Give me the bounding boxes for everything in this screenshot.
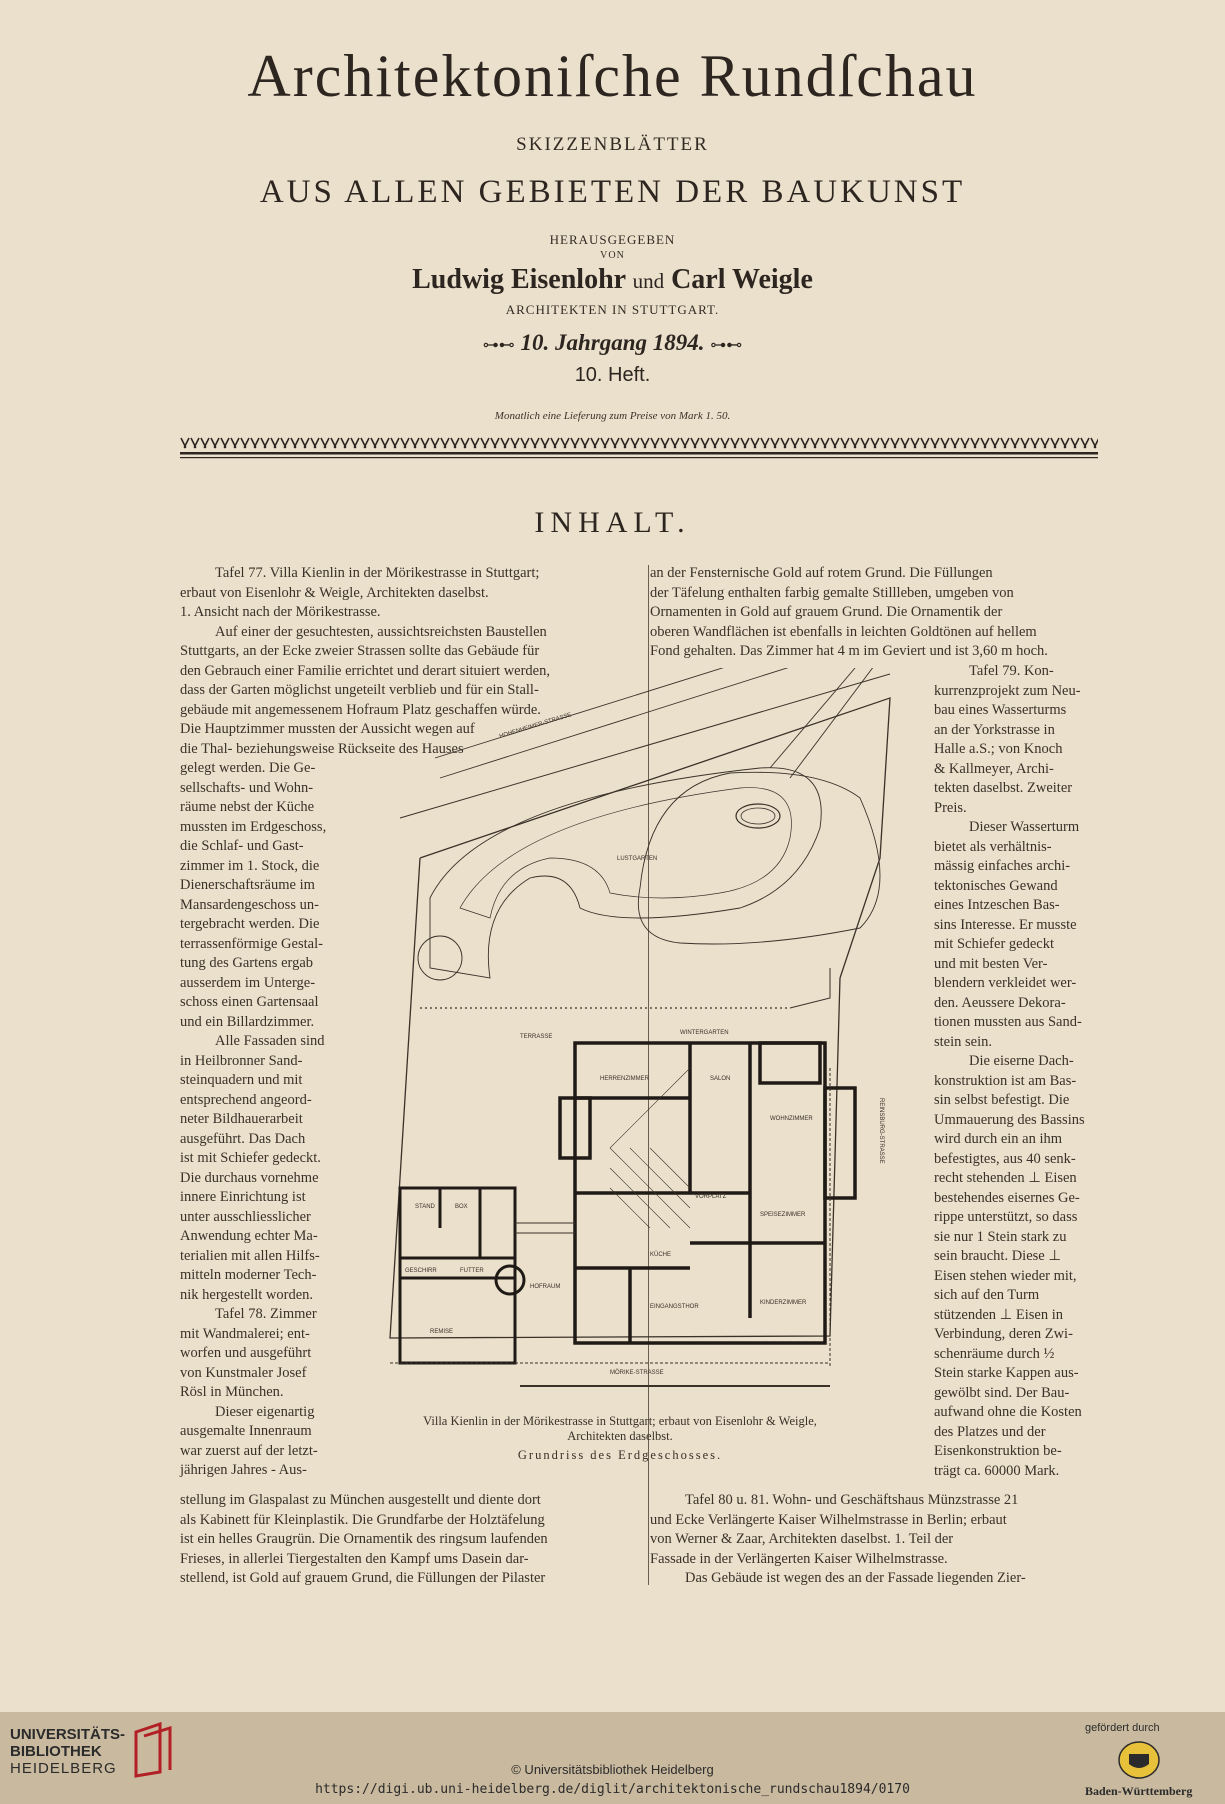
text-line: gelegt werden. Die Ge- [180,760,316,776]
figure-caption [360,1414,880,1463]
text-line: tung des Gartens ergab [180,955,314,971]
issue-number: 10. Heft. [574,364,651,386]
state-coat-of-arms-icon [1117,1740,1161,1780]
label-geschirr: GESCHIRR [405,1268,437,1274]
text-line: 1. Ansicht nach der Mörikestrasse. [180,604,381,620]
text-line: Tafel 78. Zimmer [215,1306,317,1322]
text-line: Dieser Wasserturm [969,819,1080,835]
text-line: Mansardengeschoss un- [180,896,319,913]
ornament-left-icon: ⊶⊷ [482,337,515,354]
text-line: wird durch ein an ihm [934,1131,1063,1147]
label-eingang: EINGANGSTHOR [650,1304,699,1310]
text-line: die Schlaf- und Gast- [180,838,304,854]
left-column-bottom [180,1491,628,1589]
lawn [638,772,880,944]
text-line: und ein Billardzimmer. [180,1013,315,1030]
text-line: von Werner & Zaar, Architekten daselbst. 1. Teil der [650,1531,954,1547]
text-line: ist mit Schiefer gedeckt. [180,1150,321,1166]
right-column-bottom [650,1491,1098,1589]
text-line: Das Gebäude ist wegen des an der Fassade liegenden Zier- [685,1570,1026,1586]
text-line: konstruktion ist am Bas- [934,1072,1077,1089]
text-line: war zuerst auf der letzt- [180,1442,318,1459]
fountain [736,804,780,828]
label-herrenzimmer: HERRENZIMMER [600,1076,649,1082]
text-line: stellung im Glaspalast zu München ausgestellt und diente dort [180,1492,541,1508]
villa-hall-hatch [610,1068,690,1228]
ornamental-border [180,436,1098,462]
text-line: die Thal- beziehungsweise Rückseite des Hauses [180,740,464,757]
text-line: gewölbt sind. Der Bau- [934,1384,1070,1401]
label-wintergarten: WINTERGARTEN [680,1030,729,1036]
text-line: Ummauerung des Bassins [934,1111,1085,1128]
label-vorplatz: VORPLATZ [695,1194,727,1200]
text-line: den Gebrauch einer Familie errichtet und derart situiert werden, [180,662,550,679]
editors [0,264,1225,296]
caption-line-1: Villa Kienlin in der Mörikestrasse in Stuttgart; erbaut von Eisenlohr & Weigle, [423,1414,817,1428]
label-hofraum: HOFRAUM [530,1284,561,1290]
text-line: terrassenförmige Gestal- [180,935,323,952]
text-line: unter ausschliesslicher [180,1208,311,1225]
volume-year-text: 10. Jahrgang 1894. [520,330,705,355]
text-line: den. Aeussere Dekora- [934,994,1066,1011]
text-line: entsprechend angeord- [180,1091,312,1108]
text-line: oberen Wandflächen ist ebenfalls in leichten Goldtönen auf hellem [650,623,1037,640]
text-line: und mit besten Ver- [934,955,1048,972]
text-line: schoss einen Gartensaal [180,994,319,1010]
text-line: bestehendes eisernes Ge- [934,1189,1080,1206]
text-line: und Ecke Verlängerte Kaiser Wilhelmstrasse in Berlin; erbaut [650,1511,1007,1528]
text-line: Tafel 79. Kon- [969,663,1054,679]
von-label: VON [600,250,625,261]
label-futter: FUTTER [460,1268,484,1274]
section-title: INHALT. [534,506,691,539]
text-line: in Heilbronner Sand- [180,1052,303,1069]
label-lustgarten: LUSTGARTEN [617,856,658,862]
text-line: ausserdem im Unterge- [180,974,316,991]
label-wohnzimmer: WOHNZIMMER [770,1116,813,1122]
und-label: und [632,269,665,293]
garden-stairs [435,668,880,778]
label-terrasse: TERRASSE [520,1034,553,1040]
villa-plan [560,1043,855,1343]
text-line: & Kallmeyer, Archi- [934,760,1054,777]
text-line: Halle a.S.; von Knoch [934,741,1063,757]
text-line: Auf einer der gesuchtesten, aussichtsreichsten Baustellen [215,623,547,640]
text-line: räume nebst der Küche [180,799,315,815]
text-line: innere Einrichtung ist [180,1189,306,1205]
state-name: Baden-Württemberg [1085,1784,1193,1798]
text-line: bau eines Wasserturms [934,702,1067,718]
ornament-right-icon: ⊶⊷ [710,337,743,354]
subtitle-skizzenblaetter: SKIZZENBLÄTTER [516,134,709,155]
text-line: Rösl in München. [180,1384,284,1400]
caption-line-3: Grundriss des Erdgeschosses. [517,1448,723,1462]
library-line-1: UNIVERSITÄTS- [10,1726,126,1743]
text-line: tekten daselbst. Zweiter [934,780,1073,796]
text-line: ist ein helles Graugrün. Die Ornamentik des ringsum laufenden [180,1531,548,1547]
page-url-link[interactable]: https://digi.ub.uni-heidelberg.de/diglit/architektonische_rundschau1894/0170 [315,1782,910,1797]
text-line: tionen mussten aus Sand- [934,1014,1082,1030]
right-column-narrow [934,662,1098,1481]
text-line: bietet als verhältnis- [934,838,1052,855]
text-line: sellschafts- und Wohn- [180,779,314,796]
text-line: an der Yorkstrasse in [934,721,1055,738]
text-line: Frieses, in allerlei Tiergestalten den Kampf ums Dasein dar- [180,1550,529,1567]
text-line: gebäude mit angemessenem Hofraum Platz geschaffen würde. [180,701,541,718]
text-line: von Kunstmaler Josef [180,1364,307,1381]
text-line: mussten im Erdgeschoss, [180,818,327,835]
right-column-top [648,564,1098,662]
text-line: blendern verkleidet wer- [934,975,1077,991]
garden-path-inner [460,788,791,918]
text-line: jährigen Jahres - Aus- [180,1462,307,1478]
label-box: BOX [455,1204,468,1210]
stable-plan [400,1188,524,1363]
text-line: sie nur 1 Stein stark zu [934,1228,1067,1245]
text-line: stein sein. [934,1033,992,1050]
text-line: der Täfelung enthalten farbig gemalte Stillleben, umgeben von [650,584,1014,601]
text-line: sins Interesse. Er musste [934,916,1077,933]
text-line: Fond gehalten. Das Zimmer hat 4 m im Geviert und ist 3,60 m hoch. [650,643,1048,659]
label-stand: STAND [415,1204,435,1210]
text-line: schenräume durch ½ [934,1345,1055,1362]
floor-plan-figure [360,668,920,1388]
text-line: rippe unterstützt, so dass [934,1209,1078,1225]
text-line: stellend, ist Gold auf grauem Grund, die Füllungen der Pilaster [180,1570,546,1586]
text-line: trägt ca. 60000 Mark. [934,1462,1060,1479]
label-speisezimmer: SPEISEZIMMER [760,1212,806,1218]
text-line: recht stehenden ⊥ Eisen [934,1170,1077,1186]
text-line: Stein starke Kappen aus- [934,1365,1079,1381]
journal-title: Architektoniſche Rundſchau [247,43,978,109]
label-reinsburg: REINSBURG-STRASSE [878,1098,884,1164]
rondell [418,936,462,980]
courtyard-wall [515,1223,575,1233]
text-line: ausgemalte Innenraum [180,1423,312,1439]
text-line: Eisen stehen wieder mit, [934,1267,1077,1284]
text-line: tektonisches Gewand [934,877,1058,894]
text-line: Die eiserne Dach- [969,1053,1074,1069]
text-line: sin selbst befestigt. Die [934,1092,1070,1108]
library-line-3: HEIDELBERG [10,1760,117,1777]
editor-2: Carl Weigle [671,264,813,295]
text-line: mässig einfaches archi- [934,858,1071,874]
text-line: mitteln moderner Tech- [180,1267,317,1283]
text-line: aufwand ohne die Kosten [934,1404,1082,1420]
text-line: Die Hauptzimmer mussten der Aussicht wegen auf [180,721,475,737]
text-line: als Kabinett für Kleinplastik. Die Grundfarbe der Holztäfelung [180,1511,545,1528]
text-line: eines Intzeschen Bas- [934,897,1060,913]
text-line: tergebracht werden. Die [180,916,320,932]
text-line: mit Schiefer gedeckt [934,936,1054,952]
price-note: Monatlich eine Lieferung zum Preise von Mark 1. 50. [494,410,731,422]
label-kinderzimmer: KINDERZIMMER [760,1300,807,1306]
library-line-2: BIBLIOTHEK [10,1743,102,1760]
text-line: Die durchaus vornehme [180,1169,319,1186]
text-line: Eisenkonstruktion be- [934,1443,1062,1459]
text-line: mit Wandmalerei; ent- [180,1325,310,1342]
text-line: Dienerschaftsräume im [180,877,315,893]
street-label: HOHENHEIMER-STRASSE [498,712,573,740]
text-line: ausgeführt. Das Dach [180,1130,306,1147]
text-line: an der Fensternische Gold auf rotem Grund. Die Füllungen [650,565,993,581]
text-line: sich auf den Turm [934,1287,1040,1303]
text-line: kurrenzprojekt zum Neu- [934,682,1081,699]
text-line: dass der Garten möglichst ungeteilt verblieb und für ein Stall- [180,682,539,698]
herausgegeben-label: HERAUSGEGEBEN [549,232,676,247]
subtitle-baukunst: AUS ALLEN GEBIETEN DER BAUKUNST [259,174,966,210]
label-kueche: KÜCHE [650,1252,672,1258]
text-line: Tafel 80 u. 81. Wohn- und Geschäftshaus Münzstrasse 21 [685,1492,1019,1508]
text-line: Anwendung echter Ma- [180,1228,318,1244]
label-salon: SALON [710,1076,731,1082]
text-line: Verbindung, deren Zwi- [934,1326,1073,1342]
text-line: Alle Fassaden sind [215,1033,325,1049]
text-line: sein braucht. Diese ⊥ [934,1248,1061,1264]
text-line: stützenden ⊥ Eisen in [934,1306,1064,1323]
architects-label: ARCHITEKTEN IN STUTTGART. [505,302,720,317]
text-line: Tafel 77. Villa Kienlin in der Mörikestrasse in Stuttgart; [215,565,540,581]
text-line: Ornamenten in Gold auf grauem Grund. Die Ornamentik der [650,604,1003,620]
text-line: des Platzes und der [934,1423,1046,1440]
text-line: Preis. [934,799,967,816]
text-line: terialien mit allen Hilfs- [180,1247,320,1264]
volume-year [0,330,1225,356]
text-line: neter Bildhauerarbeit [180,1111,303,1127]
left-column-narrow [180,759,345,1481]
label-moerike: MÖRIKE-STRASSE [610,1370,664,1376]
caption-line-2: Architekten daselbst. [567,1429,673,1443]
label-remise: REMISE [430,1329,454,1335]
copyright-notice: © Universitätsbibliothek Heidelberg [511,1762,714,1777]
text-line: zimmer im 1. Stock, die [180,857,320,874]
text-line: erbaut von Eisenlohr & Weigle, Architekten daselbst. [180,584,489,601]
text-line: worfen und ausgeführt [180,1345,312,1361]
editor-1: Ludwig Eisenlohr [412,264,626,295]
text-line: Fassade in der Verlängerten Kaiser Wilhelmstrasse. [650,1550,948,1567]
text-line: Dieser eigenartig [215,1403,315,1420]
text-line: nik hergestellt worden. [180,1286,314,1303]
text-line: steinquadern und mit [180,1072,303,1088]
text-line: befestigtes, aus 40 senk- [934,1150,1076,1167]
text-line: Stuttgarts, an der Ecke zweier Strassen sollte das Gebäude für [180,643,540,659]
funded-by-label: gefördert durch [1085,1722,1160,1734]
